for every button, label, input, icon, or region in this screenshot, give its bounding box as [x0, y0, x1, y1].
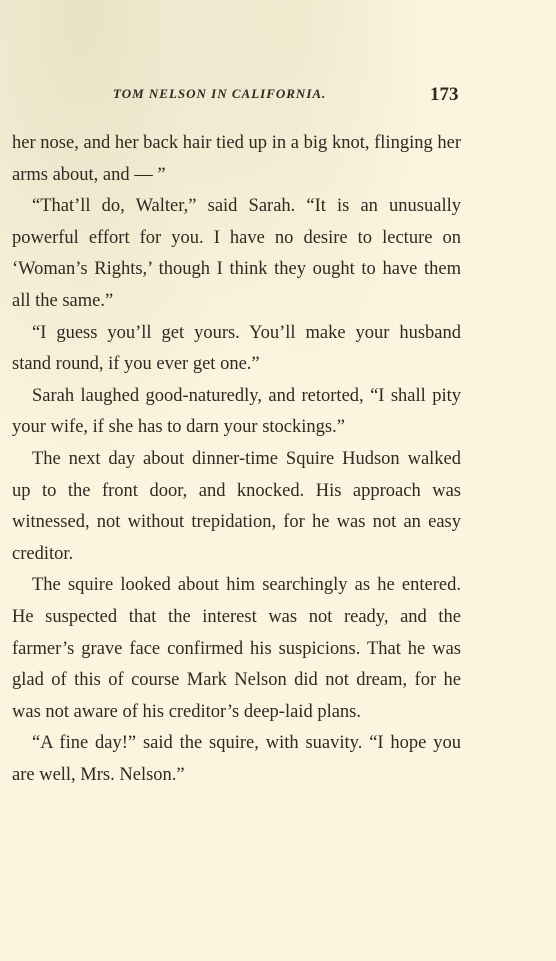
page-number: 173	[430, 84, 459, 105]
paragraph: Sarah laughed good-naturedly, and retorted, “I shall pity your wife, if she has to darn your stockings.”	[12, 385, 461, 438]
paragraph: The squire looked about him searchingly as he entered. He suspected that the interest was not ready, and the farmer’s grave face confirmed his suspicions. That he was glad of this of course Mark Nelson did not dream, for he was not aware of his creditor’s deep-laid plans.	[12, 575, 461, 722]
paragraph: The next day about dinner-time Squire Hudson walked up to the front door, and knocked. His approach was witnessed, not without trepidation, for he was not an easy creditor.	[12, 448, 461, 564]
paragraph-continuation: her nose, and her back hair tied up in a big knot, flinging her arms about, and — ”	[12, 133, 461, 185]
paragraph: “I guess you’ll get yours. You’ll make your husband stand round, if you ever get one.”	[12, 322, 461, 375]
running-title: TOM NELSON IN CALIFORNIA.	[113, 86, 327, 101]
paragraph: “A fine day!” said the squire, with suavity. “I hope you are well, Mrs. Nelson.”	[12, 733, 461, 785]
body-text	[12, 128, 461, 791]
running-header	[0, 84, 556, 108]
paragraph: “That’ll do, Walter,” said Sarah. “It is an unusually powerful effort for you. I have no desire to lecture on ‘Woman’s Rights,’ though I think they ought to have them all the same.”	[12, 196, 461, 311]
